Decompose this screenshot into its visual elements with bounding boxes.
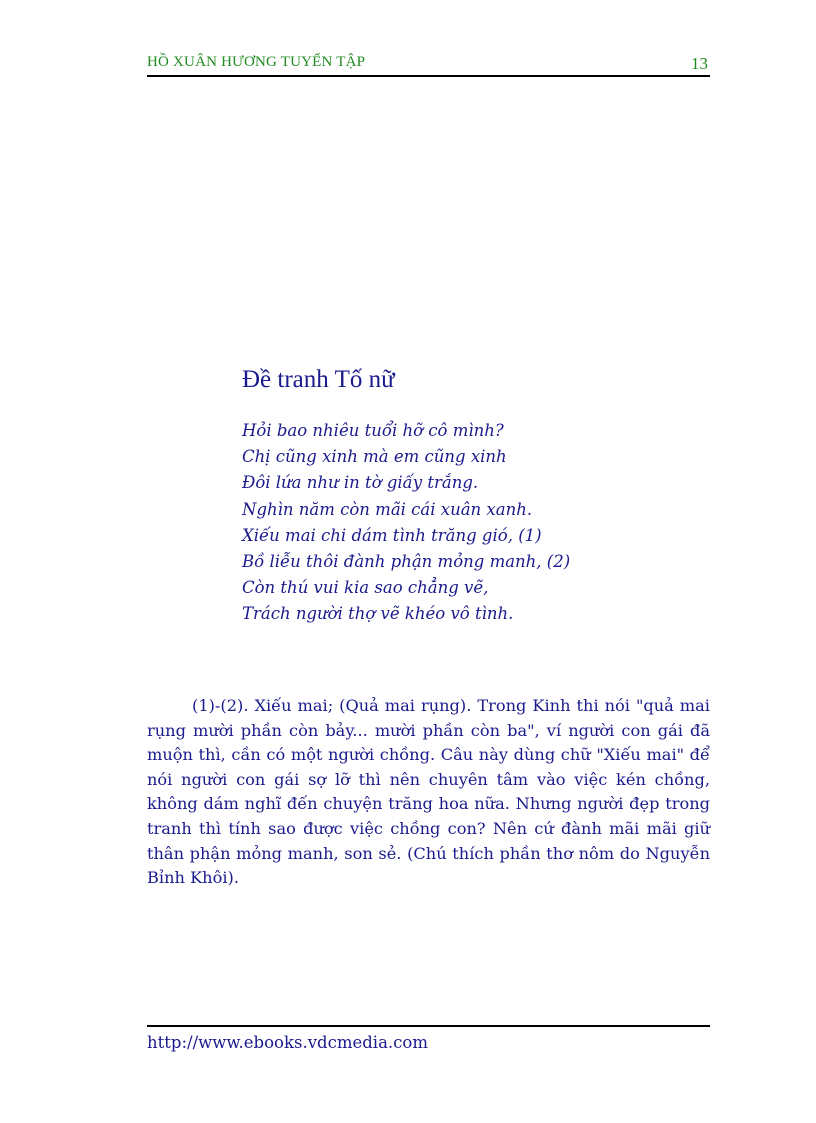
poem-line: Đôi lứa như in tờ giấy trắng. (242, 473, 479, 493)
footer-url-link[interactable]: http://www.ebooks.vdcmedia.com (147, 1033, 428, 1052)
poem-line: Trách người thợ vẽ khéo vô tình. (242, 604, 514, 624)
footnote (147, 694, 710, 891)
header-divider (147, 75, 710, 77)
book-title: HỒ XUÂN HƯƠNG TUYỂN TẬP (147, 54, 366, 70)
poem-line: Còn thú vui kia sao chẳng vẽ, (242, 578, 489, 598)
poem-title: Đề tranh Tố nữ (242, 366, 395, 393)
poem-body (242, 418, 702, 628)
poem-line: Bồ liễu thôi đành phận mỏng manh, (2) (242, 552, 571, 572)
poem-line: Nghìn năm còn mãi cái xuân xanh. (242, 499, 533, 519)
poem-line: Chị cũng xinh mà em cũng xinh (242, 447, 507, 467)
page-number: 13 (691, 54, 708, 73)
footnote-text: (1)-(2). Xiếu mai; (Quả mai rụng). Trong Kinh thi nói "quả mai rụng mười phần còn bảy... mười phần còn ba", ví người con gái đã muộn thì, cần có một người chồng. Câu này dùng chữ "Xiếu mai" để nói người con gái sợ lỡ thì nên chuyên tâm vào việc kén chồng, không dám nghĩ đến chuyện trăng hoa nữa. Nhưng người đẹp trong tranh thì tính sao được việc chồng con? Nên cứ đành mãi mãi giữ thân phận mỏng manh, son sẻ. (Chú thích phần thơ nôm do Nguyễn Bỉnh Khôi). (147, 696, 710, 888)
poem-line: Xiếu mai chi dám tình trăng gió, (1) (242, 525, 542, 545)
poem-line: Hỏi bao nhiêu tuổi hỡ cô mình? (242, 421, 504, 440)
footer-divider (147, 1025, 710, 1027)
page-header (147, 52, 710, 76)
